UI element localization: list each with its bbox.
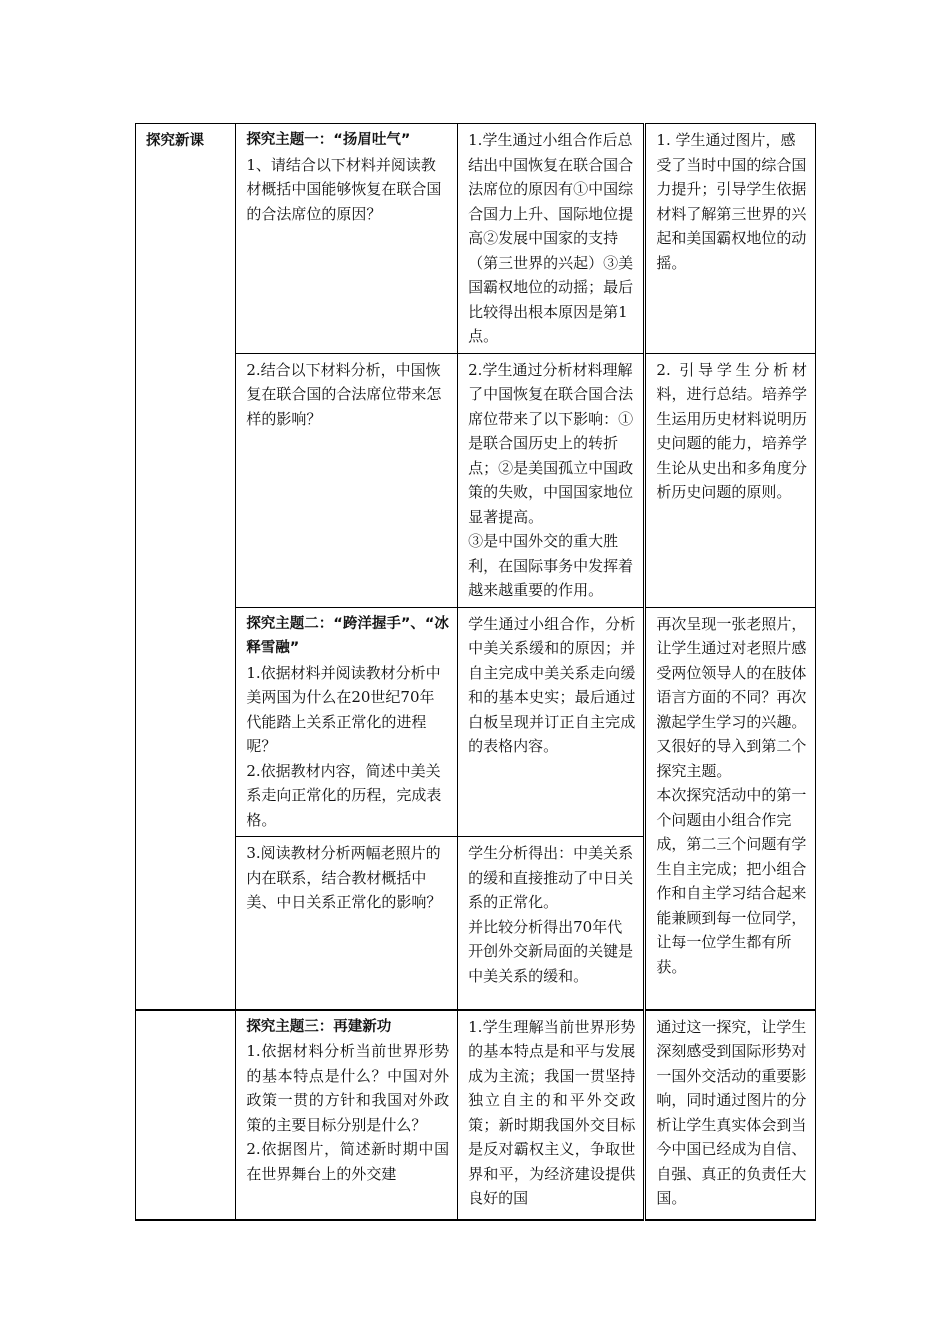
design-intent-text: 1. 学生通过图片，感受了当时中国的综合国力提升；引导学生依据材料了解第三世界的兴起和美国霸权地位的动摇。 [656,131,807,272]
question-text: 3.阅读教材分析两幅老照片的内在联系，结合教材概括中美、中日关系正常化的影响？ [246,844,442,911]
design-intent-text: 2. 引导学生分析材料，进行总结。培养学生运用历史材料说明历史问题的能力，培养学生论从史出和多角度分析历史问题的原则。 [656,360,807,501]
design-intent-text: 再次呈现一张老照片，让学生通过对老照片感受两位领导人的在肢体语言方面的不同？再次激起学生学习的兴趣。又很好的导入到第二个探究主题。 [656,614,807,780]
design-intent-cell [645,124,816,354]
design-intent-cell [645,353,816,607]
student-activity-cell [458,1010,645,1220]
content-cell [236,124,458,354]
question-text: 2.结合以下材料分析，中国恢复在联合国的合法席位带来怎样的影响？ [246,360,442,428]
student-activity-text: ③是中国外交的重大胜利，在国际事务中发挥着越来越重要的作用。 [468,532,634,599]
table-row [136,1010,816,1220]
question-text: 2.依据教材内容，简述中美关系走向正常化的历程，完成表格。 [246,761,442,829]
content-cell [236,1010,458,1220]
student-activity-text: 1.学生理解当前世界形势的基本特点是和平与发展成为主流；我国一贯坚持独立自主的和平外交政策；新时期我国外交目标是反对霸权主义，争取世界和平，为经济建设提供良好的国 [468,1017,636,1207]
table-row [136,124,816,354]
design-intent-cell [645,607,816,1010]
student-activity-text: 1.学生通过小组合作后总结出中国恢复在联合国合法席位的原因有①中国综合国力上升、国际地位提高②发展中国家的支持（第三世界的兴起）③美国霸权地位的动摇；最后比较得出根本原因是第1点。 [468,131,634,345]
student-activity-cell [458,124,645,354]
student-activity-text: 2.学生通过分析材料理解了中国恢复在联合国合法席位带来了以下影响：①是联合国历史上的转折点；②是美国孤立中国政策的失败，中国国家地位显著提高。 [468,360,634,526]
student-activity-cell [458,837,645,1010]
student-activity-text: 学生分析得出：中美关系的缓和直接推动了中日关系的正常化。 [468,844,634,911]
content-cell [236,353,458,607]
content-cell [236,837,458,1010]
stage-cell [136,124,236,1010]
question-text: 1.依据材料并阅读教材分析中美两国为什么在20世纪70年代能踏上关系正常化的进程呢？ [246,663,441,755]
stage-cell [136,1010,236,1220]
topic-heading: 探究主题三：再建新功 [246,1018,392,1035]
question-text: 2.依据图片，简述新时期中国在世界舞台上的外交建 [246,1140,450,1183]
topic-heading: 探究主题一：“扬眉吐气” [246,132,411,148]
question-text: 1.依据材料分析当前世界形势的基本特点是什么？中国对外政策一贯的方针和我国对外政策的主要目标分别是什么？ [246,1042,450,1134]
stage-label: 探究新课 [146,133,204,149]
table-row [136,607,816,837]
topic-heading: 探究主题二：“跨洋握手”、“冰释雪融” [246,615,449,656]
design-intent-text: 通过这一探究，让学生深刻感受到国际形势对一国外交活动的重要影响，同时通过图片的分析让学生真实体会到当今中国已经成为自信、自强、真正的负责任大国。 [656,1017,807,1207]
student-activity-text: 并比较分析得出70年代开创外交新局面的关键是中美关系的缓和。 [468,917,634,985]
lesson-plan-table [135,123,816,1221]
design-intent-cell [645,1010,816,1220]
content-cell [236,607,458,837]
student-activity-text: 学生通过小组合作，分析中美关系缓和的原因；并自主完成中美关系走向缓和的基本史实；最后通过白板呈现并订正自主完成的表格内容。 [468,614,636,755]
question-text: 1、请结合以下材料并阅读教材概括中国能够恢复在联合国的合法席位的原因？ [246,155,442,223]
student-activity-cell [458,353,645,607]
table-row [136,353,816,607]
student-activity-cell [458,607,645,837]
design-intent-text: 本次探究活动中的第一个问题由小组合作完成，第二三个问题有学生自主完成；把小组合作和自主学习结合起来能兼顾到每一位同学，让每一位学生都有所获。 [656,786,807,976]
